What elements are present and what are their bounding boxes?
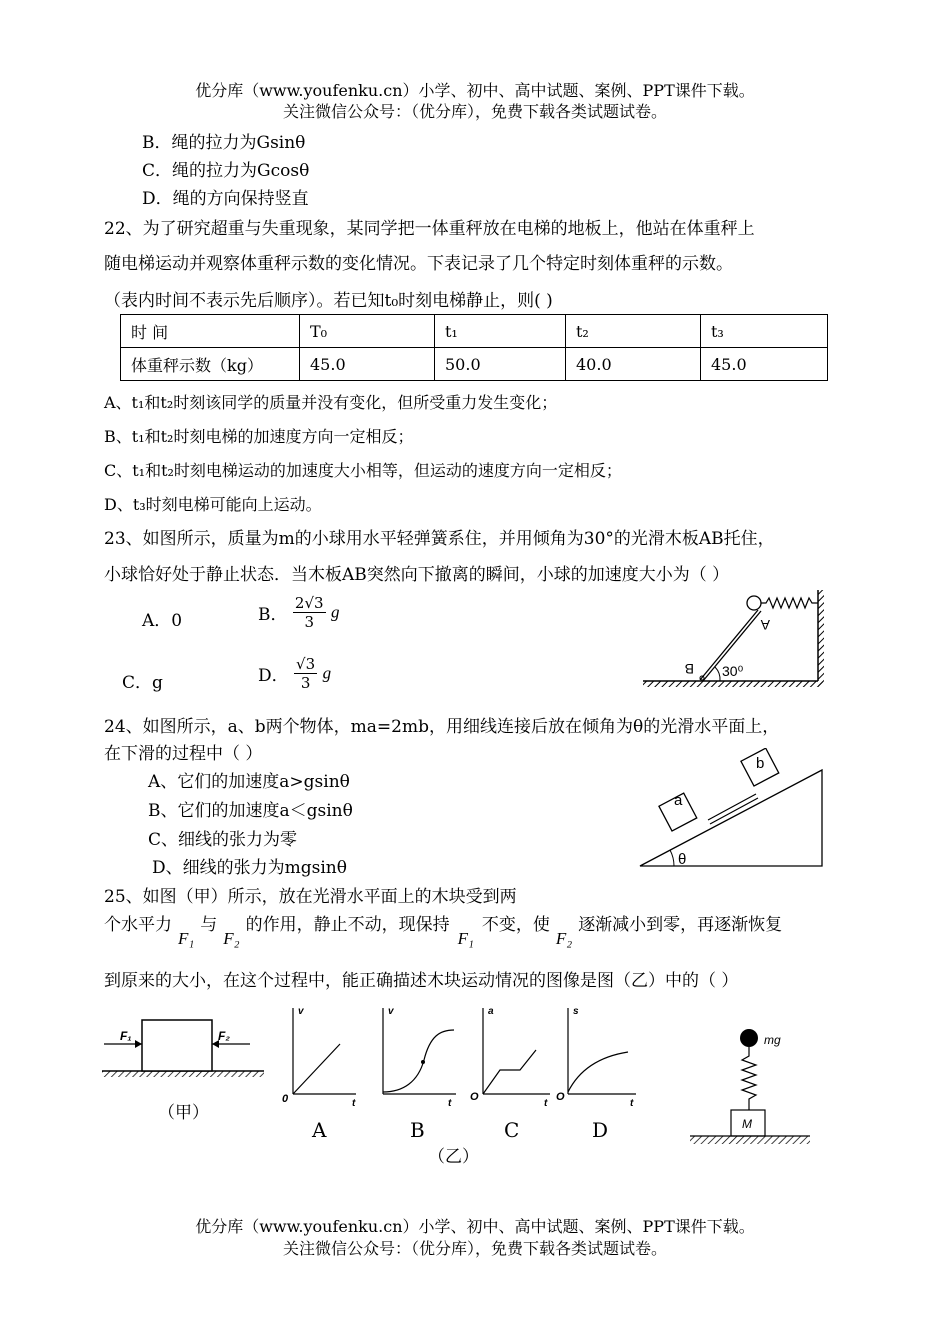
axis-label-a: a — [488, 1006, 494, 1017]
ground-hatch — [102, 1071, 264, 1077]
table-cell: 体重秤示数（kg） — [121, 348, 300, 381]
fraction-numerator: 2√3 — [294, 594, 324, 612]
q23-option-a: A．0 — [142, 611, 183, 631]
q25-stem-line-1: 25、如图（甲）所示，放在光滑水平面上的木块受到两 — [104, 887, 517, 907]
angle-label: 30⁰ — [722, 663, 744, 679]
ground-hatch — [643, 681, 823, 687]
wood-block — [142, 1020, 212, 1071]
axis-label-s: s — [573, 1006, 579, 1017]
q22-stem-line-3: （表内时间不表示先后顺序）。若已知t₀时刻电梯静止，则( ) — [104, 291, 553, 311]
f2-label: F₂ — [218, 1029, 230, 1043]
q25-figure-jia — [100, 1010, 270, 1090]
figure-yi-caption: （乙） — [428, 1147, 479, 1167]
arrowhead — [135, 1040, 142, 1048]
q22-option-a: A、t₁和t₂时刻该同学的质量并没有变化，但所受重力发生变化； — [104, 393, 558, 412]
q22-table — [120, 314, 828, 381]
header-line-1: 优分库（www.youfenku.cn）小学、初中、高中试题、案例、PPT课件下载。 — [195, 81, 755, 100]
origin-label: 0 — [282, 1093, 289, 1105]
q22-option-b: B、t₁和t₂时刻电梯的加速度方向一定相反； — [104, 427, 414, 446]
point-b-label: B — [684, 661, 694, 677]
text-run: 与 — [200, 915, 218, 935]
g-symbol: g — [330, 602, 340, 622]
q22-option-d: D、t₃时刻电梯可能向上运动。 — [104, 495, 322, 514]
header-line-2: 关注微信公众号：（优分库），免费下载各类试题试卷。 — [282, 102, 667, 121]
q25-stem-line-3: 到原来的大小，在这个过程中，能正确描述木块运动情况的图像是图（乙）中的（ ） — [104, 971, 739, 991]
q24-option-c: C、细线的张力为零 — [148, 830, 298, 850]
q23-stem-line-2: 小球恰好处于静止状态．当木板AB突然向下撤离的瞬间，小球的加速度大小为（ ） — [104, 565, 730, 585]
inflection-point — [421, 1060, 425, 1064]
figure-jia-caption: （甲） — [158, 1103, 209, 1123]
string-line — [710, 798, 758, 824]
q23-option-b-fraction — [293, 594, 326, 631]
point-a-label: A — [760, 617, 770, 633]
text-run: 个水平力 — [104, 915, 172, 935]
text-run: 逐渐减小到零，再逐渐恢复 — [578, 915, 783, 935]
axis-label-t: t — [544, 1098, 548, 1109]
table-row — [121, 315, 828, 348]
graph-label-d: D — [592, 1118, 609, 1142]
graph-d — [556, 1006, 636, 1109]
q25-graphs — [278, 1002, 648, 1112]
graph-curve — [568, 1052, 628, 1092]
axis-label-t: t — [630, 1098, 634, 1109]
f2-symbol: F₂ — [223, 929, 240, 948]
q23-option-c: C．g — [122, 673, 163, 693]
q24-stem-line-2: 在下滑的过程中（ ） — [104, 744, 263, 764]
theta-arc — [670, 850, 674, 866]
graph-curve — [483, 1050, 536, 1094]
table-cell: T₀ — [300, 315, 435, 348]
axis-label-v: v — [298, 1006, 304, 1017]
q23-option-d-fraction — [294, 655, 317, 692]
angle-arc — [715, 667, 720, 681]
footer-line-1: 优分库（www.youfenku.cn）小学、初中、高中试题、案例、PPT课件下载。 — [195, 1217, 755, 1236]
graph-label-b: B — [410, 1118, 425, 1142]
spring — [742, 1047, 756, 1110]
q21-option-b: B．绳的拉力为Gsinθ — [142, 133, 306, 153]
block-b-label: b — [756, 755, 765, 772]
q24-option-d: D、细线的张力为mgsinθ — [152, 858, 347, 878]
text-run: 不变，使 — [481, 915, 550, 935]
string-line — [708, 794, 756, 820]
block-m-label: M — [742, 1117, 752, 1131]
table-cell: 45.0 — [300, 348, 435, 381]
q23-option-b — [258, 594, 339, 631]
table-cell: 时 间 — [121, 315, 300, 348]
graph-curve — [293, 1044, 340, 1094]
q23-figure — [640, 588, 830, 693]
q24-stem-line-1: 24、如图所示，a、b两个物体，ma=2mb，用细线连接后放在倾角为θ的光滑水平面上， — [104, 717, 780, 737]
ball — [740, 1029, 758, 1047]
origin-label: O — [556, 1091, 565, 1103]
q24-option-a: A、它们的加速度a>gsinθ — [148, 772, 350, 792]
axis-label-t: t — [352, 1098, 356, 1109]
block-a-label: a — [674, 792, 683, 809]
table-cell: 40.0 — [566, 348, 701, 381]
q23-option-d-label: D． — [258, 666, 289, 686]
theta-label: θ — [678, 851, 687, 868]
q25-stem-line-2 — [104, 910, 783, 948]
ball — [747, 596, 761, 610]
graph-label-c: C — [504, 1118, 520, 1142]
table-row — [121, 348, 828, 381]
fraction-numerator: √3 — [296, 655, 316, 673]
q22-stem-line-1: 22、为了研究超重与失重现象，某同学把一体重秤放在电梯的地板上，他站在体重秤上 — [104, 219, 755, 239]
q22-option-c: C、t₁和t₂时刻电梯运动的加速度大小相等，但运动的速度方向一定相反； — [104, 461, 622, 480]
axis-label-v: v — [388, 1006, 394, 1017]
graph-curve — [383, 1030, 454, 1092]
graph-a — [282, 1006, 356, 1109]
footer-line-2: 关注微信公众号：（优分库），免费下载各类试题试卷。 — [282, 1239, 667, 1258]
graph-label-a: A — [312, 1118, 327, 1142]
q23-option-b-label: B． — [258, 605, 288, 625]
spring-mass-figure — [686, 1024, 816, 1156]
table-cell: t₂ — [566, 315, 701, 348]
graph-b — [383, 1006, 456, 1109]
fraction-denominator: 3 — [304, 613, 314, 631]
q21-option-d: D．绳的方向保持竖直 — [142, 189, 309, 209]
q24-figure — [636, 748, 826, 870]
table-cell: 50.0 — [435, 348, 566, 381]
origin-label: O — [470, 1091, 479, 1103]
table-cell: 45.0 — [701, 348, 828, 381]
table-cell: t₁ — [435, 315, 566, 348]
q22-stem-line-2: 随电梯运动并观察体重秤示数的变化情况。下表记录了几个特定时刻体重秤的示数。 — [104, 254, 733, 274]
fraction-denominator: 3 — [300, 674, 311, 692]
f1-label: F₁ — [120, 1029, 132, 1043]
q21-option-c: C．绳的拉力为Gcosθ — [142, 161, 310, 181]
text-run: 的作用，静止不动，现保持 — [245, 915, 450, 935]
q23-option-d — [258, 655, 331, 692]
spring — [761, 598, 818, 608]
q23-stem-line-1: 23、如图所示，质量为m的小球用水平轻弹簧系住，并用倾角为30°的光滑木板AB托住， — [104, 529, 775, 549]
ground-hatch — [690, 1136, 810, 1144]
mg-label: mg — [764, 1033, 781, 1047]
f1-symbol: F₁ — [178, 929, 195, 948]
f1-symbol: F₁ — [457, 929, 474, 948]
axis-label-t: t — [448, 1098, 452, 1109]
graph-c — [470, 1006, 550, 1109]
q24-option-b: B、它们的加速度a＜gsinθ — [148, 801, 353, 821]
table-cell: t₃ — [701, 315, 828, 348]
g-symbol: g — [322, 663, 332, 683]
wall-hatch — [818, 590, 824, 687]
f2-symbol: F₂ — [555, 929, 573, 948]
